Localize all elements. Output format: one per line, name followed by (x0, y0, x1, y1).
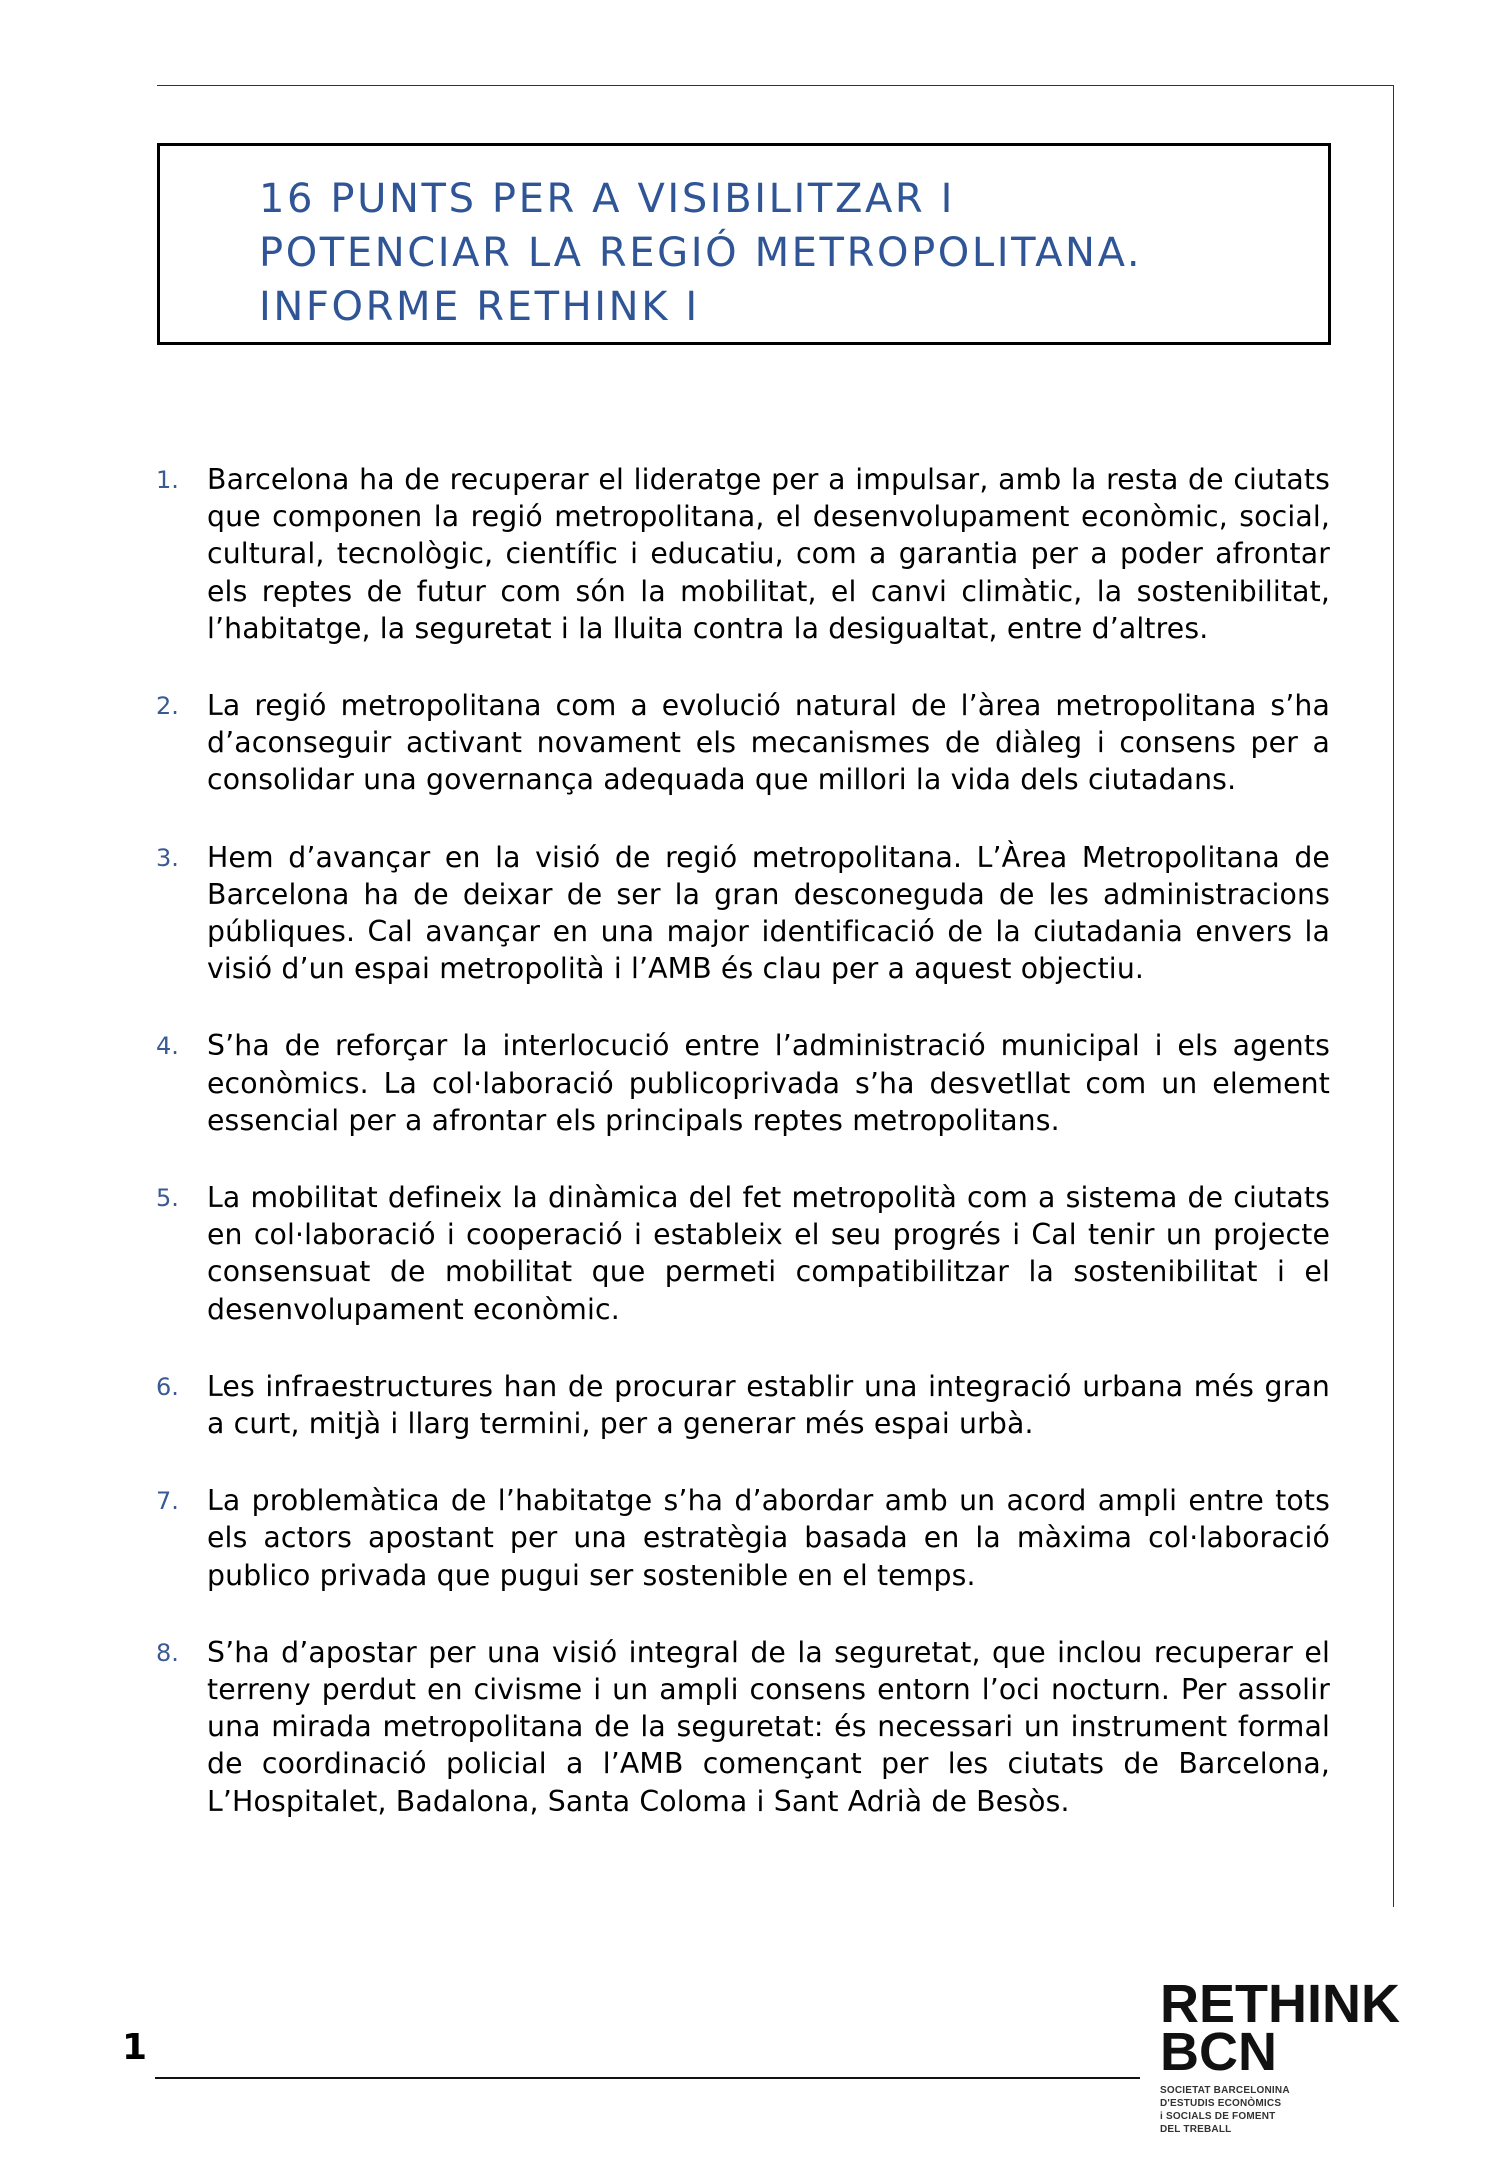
list-item (150, 1634, 1330, 1820)
page-frame-top-rule (157, 85, 1394, 86)
list-item-text: Hem d’avançar en la visió de regió metropolitana. L’Àrea Metropolitana de Barcelona ha de deixar de ser la gran desconeguda de les administracions públiques. Cal avançar en una major identificació de la ciutadania envers la visió d’un espai metropolità i l’AMB és clau per a aquest objectiu. (207, 840, 1330, 986)
title-line: POTENCIAR LA REGIÓ METROPOLITANA. (259, 230, 1143, 276)
list-item-text: La problemàtica de l’habitatge s’ha d’abordar amb un acord ampli entre tots els actors apostant per una estratègia basada en la màxima col·laboració publico privada que pugui ser sostenible en el temps. (207, 1484, 1330, 1592)
points-list (150, 461, 1330, 1860)
logo-subtitle (1160, 2084, 1420, 2136)
logo-subtitle-line: i SOCIALS DE FOMENT (1160, 2111, 1276, 2122)
list-number: 5. (156, 1184, 179, 1213)
page-frame-right-rule (1393, 85, 1394, 1907)
list-item (150, 1368, 1330, 1442)
list-item (150, 839, 1330, 988)
list-item-text: La regió metropolitana com a evolució natural de l’àrea metropolitana s’ha d’aconseguir activant novament els mecanismes de diàleg i consens per a consolidar una governança adequada que millori la vida dels ciutadans. (207, 689, 1330, 797)
title-line: 16 PUNTS PER A VISIBILITZAR I (259, 176, 956, 222)
list-number: 8. (156, 1638, 179, 1667)
logo-subtitle-line: D'ESTUDIS ECONÒMICS (1160, 2098, 1282, 2109)
page-number: 1 (122, 2027, 148, 2068)
list-item-text: Les infraestructures han de procurar establir una integració urbana més gran a curt, mitjà i llarg termini, per a generar més espai urbà. (207, 1369, 1330, 1441)
title-box (157, 143, 1331, 345)
list-item (150, 461, 1330, 647)
list-number: 7. (156, 1487, 179, 1516)
logo-wordmark-line1: RETHINK (1160, 1974, 1400, 2034)
list-item (150, 687, 1330, 799)
list-number: 1. (156, 466, 179, 494)
logo-subtitle-line: DEL TREBALL (1160, 2124, 1232, 2135)
list-number: 2. (156, 692, 179, 721)
document-title (259, 172, 1142, 334)
logo-wordmark-line2: BCN (1160, 2022, 1277, 2082)
list-item-text: Barcelona ha de recuperar el lideratge per a impulsar, amb la resta de ciutats que componen la regió metropolitana, el desenvolupament econòmic, social, cultural, tecnològic, científic i educatiu, com a garantia per a poder afrontar els reptes de futur com són la mobilitat, el canvi climàtic, la sostenibilitat, l’habitatge, la seguretat i la lluita contra la desigualtat, entre d’altres. (207, 463, 1330, 645)
list-item (150, 1027, 1330, 1139)
title-line: INFORME RETHINK I (259, 284, 700, 330)
list-item-text: S’ha d’apostar per una visió integral de la seguretat, que inclou recuperar el terreny perdut en civisme i un ampli consens entorn l’oci nocturn. Per assolir una mirada metropolitana de la seguretat: és necessari un instrument formal de coordinació policial a l’AMB començant per les ciutats de Barcelona, L’Hospitalet, Badalona, Santa Coloma i Sant Adrià de Besòs. (207, 1635, 1330, 1818)
rethink-bcn-logo (1160, 1974, 1420, 2136)
list-number: 3. (156, 843, 179, 872)
list-number: 4. (156, 1032, 179, 1061)
list-item (150, 1179, 1330, 1328)
logo-subtitle-line: SOCIETAT BARCELONINA (1160, 2085, 1290, 2096)
footer-rule (155, 2077, 1140, 2079)
list-item (150, 1482, 1330, 1594)
list-item-text: La mobilitat defineix la dinàmica del fet metropolità com a sistema de ciutats en col·laboració i cooperació i estableix el seu progrés i Cal tenir un projecte consensuat de mobilitat que permeti compatibilitzar la sostenibilitat i el desenvolupament econòmic. (207, 1181, 1330, 1326)
list-item-text: S’ha de reforçar la interlocució entre l’administració municipal i els agents econòmics. La col·laboració publicoprivada s’ha desvetllat com un element essencial per a afrontar els principals reptes metropolitans. (207, 1029, 1330, 1137)
list-number: 6. (156, 1372, 179, 1401)
